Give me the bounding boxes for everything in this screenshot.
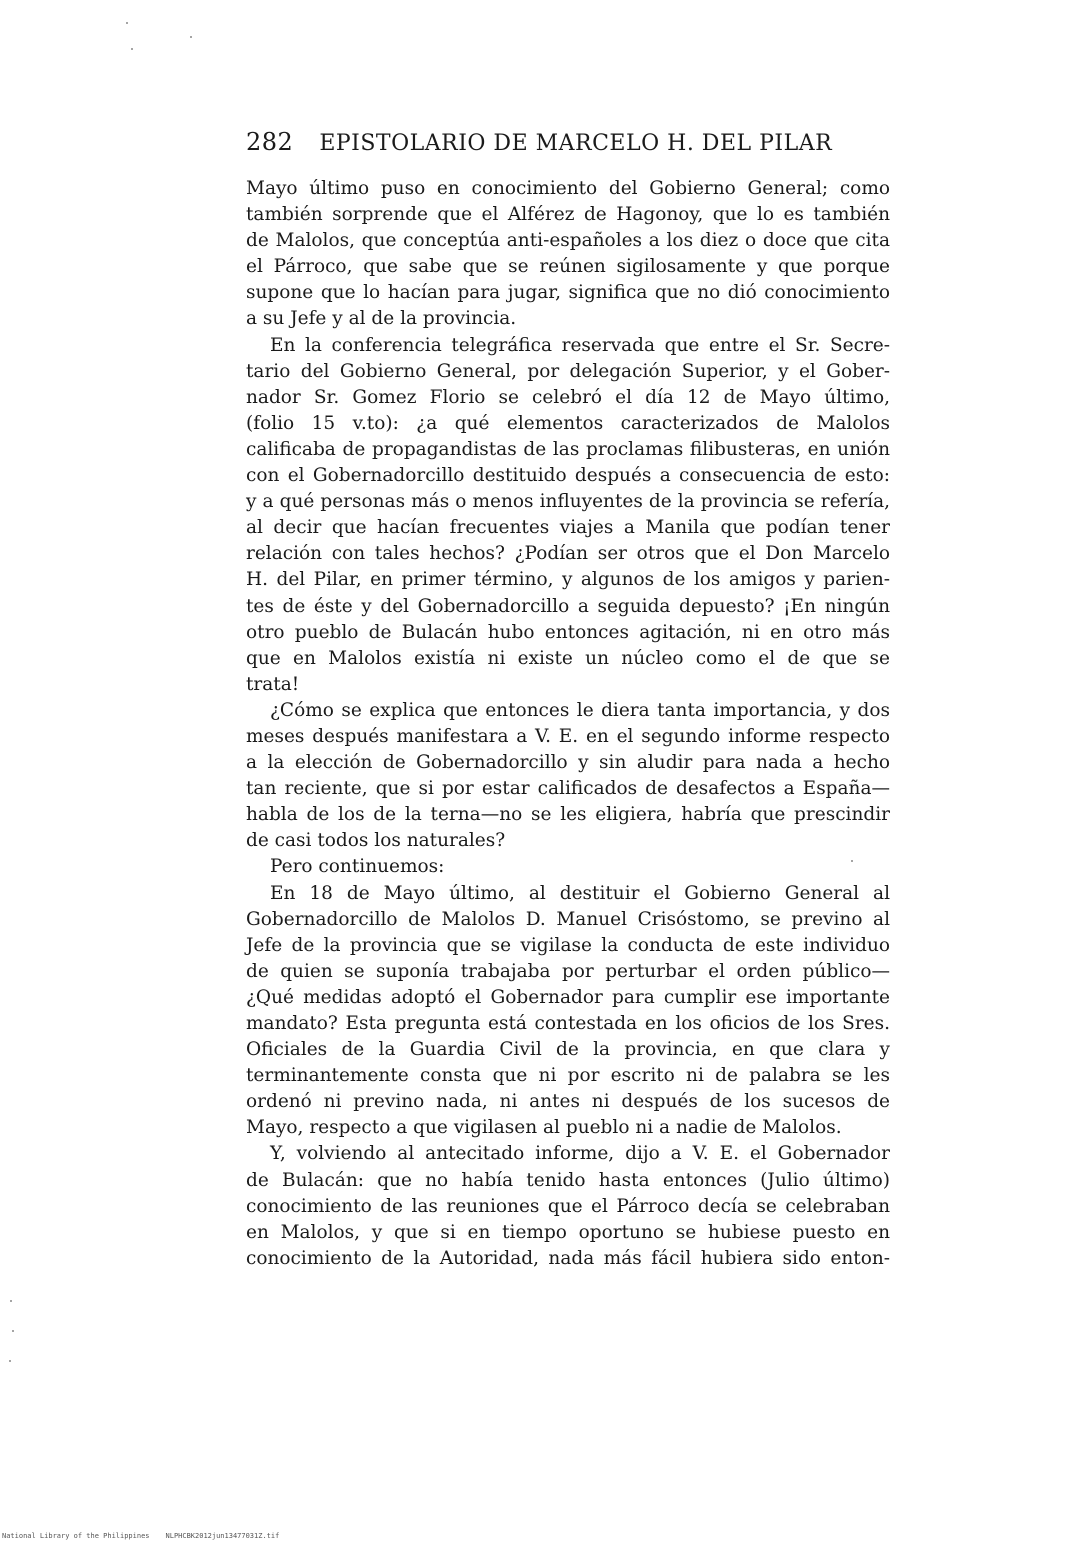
text-line: conocimiento de la Autoridad, nada más fácil hubiera sido enton- xyxy=(246,1247,890,1269)
text-line: a su Jefe y al de la provincia. xyxy=(246,308,517,330)
text-line: Y, volviendo al antecitado informe, dijo a V. E. el Gobernador xyxy=(270,1143,890,1165)
text-line: mandato? Esta pregunta está contestada en los oficios de los Sres. xyxy=(246,1013,890,1034)
text-line: nador Sr. Gomez Florio se celebró el día 12 de Mayo último, xyxy=(246,386,890,408)
text-line: terminantemente consta que ni por escrito ni de palabra se les xyxy=(246,1065,890,1087)
scan-speck xyxy=(131,48,133,50)
text-line: tan reciente, que si por estar calificados de desafectos a España— xyxy=(246,778,890,800)
text-line: con el Gobernadorcillo destituido después a consecuencia de esto: xyxy=(246,465,890,487)
text-line: ¿Cómo se explica que entonces le diera tanta importancia, y dos xyxy=(270,699,890,721)
book-title: EPISTOLARIO DE MARCELO H. DEL PILAR xyxy=(319,131,833,156)
text-line: calificaba de propagandistas de las proclamas filibusteras, en unión xyxy=(246,438,890,460)
text-line: Oficiales de la Guardia Civil de la provincia, en que clara y xyxy=(246,1039,890,1061)
text-line: otro pueblo de Bulacán hubo entonces agitación, ni en otro más xyxy=(246,621,890,643)
text-line: Mayo, respecto a que vigilasen al pueblo ni a nadie de Malolos. xyxy=(246,1117,842,1139)
text-line: meses después manifestara a V. E. en el segundo informe respecto xyxy=(246,725,890,747)
scan-speck xyxy=(10,1300,12,1302)
text-line: en Malolos, y que si en tiempo oportuno se hubiese puesto en xyxy=(246,1221,890,1243)
text-line: supone que lo hacían para jugar, significa que no dió conocimiento xyxy=(246,282,890,304)
text-line: de Bulacán: que no había tenido hasta entonces (Julio último) xyxy=(246,1169,890,1191)
text-line: En 18 de Mayo último, al destituir el Gobierno General al xyxy=(270,882,890,904)
text-line: (folio 15 v.to): ¿a qué elementos caracterizados de Malolos xyxy=(246,412,890,434)
text-line: Jefe de la provincia que se vigilase la conducta de este individuo xyxy=(246,934,890,956)
text-line: conocimiento de las reuniones que el Párroco decía se celebraban xyxy=(246,1195,890,1217)
scan-speck xyxy=(9,1360,11,1362)
text-line: tario del Gobierno General, por delegación Superior, y el Gober- xyxy=(246,360,890,382)
scan-file-id: NLPHCBK2012jun13477031Z.tif xyxy=(165,1532,280,1540)
text-line: a la elección de Gobernadorcillo y sin aludir para nada a hecho xyxy=(246,752,890,774)
text-line: habla de los de la terna—no se les eligiera, habría que prescindir xyxy=(246,804,890,826)
body-text xyxy=(246,176,890,1272)
text-line: Gobernadorcillo de Malolos D. Manuel Crisóstomo, se previno al xyxy=(246,908,890,930)
text-line: de Malolos, que conceptúa anti-españoles a los diez o doce que cita xyxy=(246,230,890,252)
text-line: el Párroco, que sabe que se reúnen sigilosamente y que porque xyxy=(246,256,890,278)
page-number: 282 xyxy=(246,128,294,156)
text-line: trata! xyxy=(246,673,300,695)
text-line: también sorprende que el Alférez de Hagonoy, que lo es también xyxy=(246,204,890,226)
text-line: tes de éste y del Gobernadorcillo a seguida depuesto? ¡En ningún xyxy=(246,595,890,617)
scan-speck xyxy=(851,860,853,862)
text-line: ¿Qué medidas adoptó el Gobernador para cumplir ese importante xyxy=(246,986,890,1008)
running-head xyxy=(246,128,846,156)
text-line: Pero continuemos: xyxy=(270,856,445,878)
text-line: al decir que hacían frecuentes viajes a Manila que podían tener xyxy=(246,517,890,539)
text-line: ordenó ni previno nada, ni antes ni después de los sucesos de xyxy=(246,1091,890,1113)
scan-footer xyxy=(2,1532,279,1540)
library-credit: National Library of the Philippines xyxy=(2,1532,150,1540)
text-line: H. del Pilar, en primer término, y algunos de los amigos y parien- xyxy=(246,569,890,591)
scan-speck xyxy=(190,36,192,38)
text-line: de casi todos los naturales? xyxy=(246,830,506,852)
text-line: de quien se suponía trabajaba por perturbar el orden público— xyxy=(246,960,890,982)
scan-speck xyxy=(12,1330,14,1332)
text-line: En la conferencia telegráfica reservada que entre el Sr. Secre- xyxy=(270,334,890,356)
text-line: relación con tales hechos? ¿Podían ser otros que el Don Marcelo xyxy=(246,543,890,565)
scan-speck xyxy=(126,22,128,24)
text-line: Mayo último puso en conocimiento del Gobierno General; como xyxy=(246,178,890,199)
text-line: que en Malolos existía ni existe un núcleo como el de que se xyxy=(246,647,890,669)
text-line: y a qué personas más o menos influyentes de la provincia se refería, xyxy=(246,491,890,513)
